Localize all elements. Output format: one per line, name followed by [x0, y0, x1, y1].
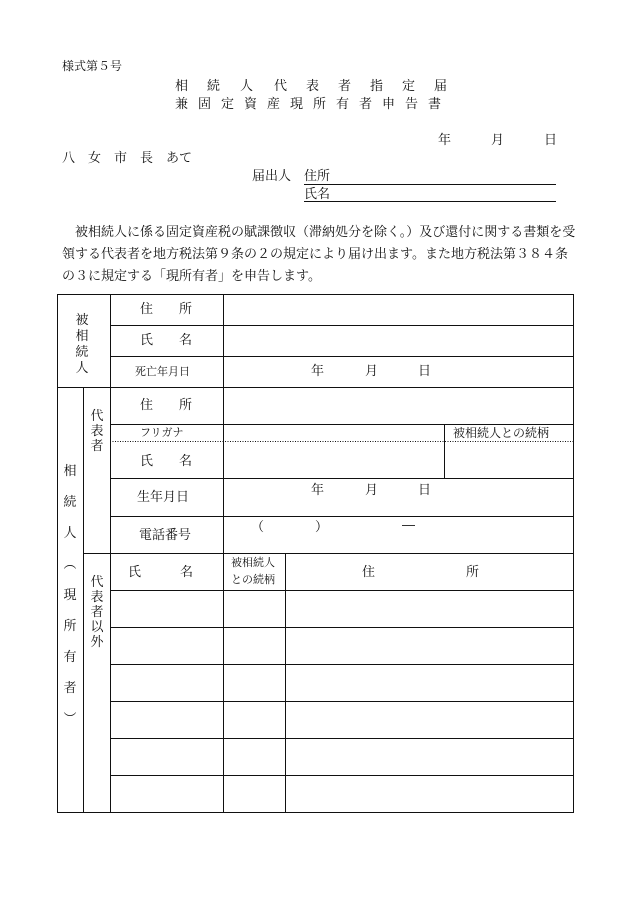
phone-open-paren: （	[251, 520, 265, 535]
title-char: 資	[244, 97, 258, 112]
title-char: 告	[405, 97, 419, 112]
table-row[interactable]	[111, 776, 573, 812]
rep-address-label: 住 所	[140, 398, 193, 413]
birth-date-label: 生年月日	[137, 490, 190, 505]
title-char: 続	[207, 79, 221, 94]
table-row[interactable]	[111, 628, 573, 664]
rep-name-field[interactable]	[224, 442, 444, 478]
others-address-header: 住 所	[362, 565, 480, 580]
title-char: 代	[274, 79, 288, 94]
date-month: 月	[491, 133, 505, 148]
death-date-day: 日	[418, 364, 432, 379]
title-char: 有	[336, 97, 350, 112]
title-char: 指	[370, 79, 384, 94]
submitter-address-label: 住所	[304, 169, 331, 184]
title-char: 者	[359, 97, 373, 112]
date-year: 年	[438, 133, 452, 148]
form-number: 様式第５号	[62, 59, 123, 73]
title-char: 者	[338, 79, 352, 94]
rep-furigana-field[interactable]	[224, 425, 444, 441]
rep-relation-field[interactable]	[445, 442, 573, 478]
title-char: 兼	[175, 97, 189, 112]
table-row[interactable]	[111, 665, 573, 701]
birth-date-year: 年	[311, 483, 325, 498]
title-char: 定	[221, 97, 235, 112]
birth-date-month: 月	[365, 483, 379, 498]
representative-label: 代 表 者	[90, 409, 104, 454]
title-char: 所	[313, 97, 327, 112]
others-name-header: 氏 名	[128, 565, 194, 580]
phone-field[interactable]	[224, 517, 573, 553]
heir-group-label: 相 続 人 ︵ 現 所 有 者 ︶	[63, 464, 77, 727]
decedent-name-field[interactable]	[224, 326, 573, 356]
relation-to-decedent-header: 被相続人との続柄	[453, 426, 550, 440]
table-row[interactable]	[111, 702, 573, 738]
table-row[interactable]	[111, 739, 573, 775]
decedent-group-label: 被 相 続 人	[75, 313, 89, 376]
decedent-name-label: 氏 名	[140, 333, 193, 348]
title-char: 産	[267, 97, 281, 112]
date-day: 日	[544, 133, 558, 148]
rep-address-field[interactable]	[224, 388, 573, 424]
decedent-address-label: 住 所	[140, 302, 193, 317]
title-char: 人	[240, 79, 254, 94]
phone-close-paren: ）	[315, 520, 329, 535]
phone-dash: ―	[402, 518, 415, 533]
submitter-label: 届出人	[252, 169, 292, 184]
rep-name-label: 氏 名	[140, 454, 193, 469]
table-row[interactable]	[111, 591, 573, 627]
non-representative-label: 代 表 者 以 外	[90, 575, 104, 650]
birth-date-day: 日	[418, 483, 432, 498]
others-relation-header-1: 被相続人	[231, 556, 275, 569]
decedent-address-field[interactable]	[224, 295, 573, 325]
title-char: 固	[198, 97, 212, 112]
title-char: 現	[290, 97, 304, 112]
title-char: 表	[306, 79, 320, 94]
rep-furigana-label: フリガナ	[140, 426, 184, 439]
submitter-name-label: 氏名	[304, 187, 331, 202]
death-date-year: 年	[311, 364, 325, 379]
title-char: 書	[428, 97, 442, 112]
title-char: 定	[402, 79, 416, 94]
declaration-text: 被相続人に係る固定資産税の賦課徴収（滞納処分を除く。）及び還付に関する書類を受領する代表者を地方税法第９条の２の規定により届け出ます。また地方税法第３８４条の３に規定する「現所有者」を申告します。	[62, 225, 576, 284]
title-char: 申	[382, 97, 396, 112]
death-date-month: 月	[365, 364, 379, 379]
title-char: 届	[434, 79, 448, 94]
death-date-label: 死亡年月日	[135, 365, 190, 378]
addressee: 八 女 市 長 あて	[62, 151, 193, 166]
phone-label: 電話番号	[139, 528, 192, 543]
others-relation-header-2: との続柄	[231, 573, 275, 586]
title-char: 相	[175, 79, 189, 94]
